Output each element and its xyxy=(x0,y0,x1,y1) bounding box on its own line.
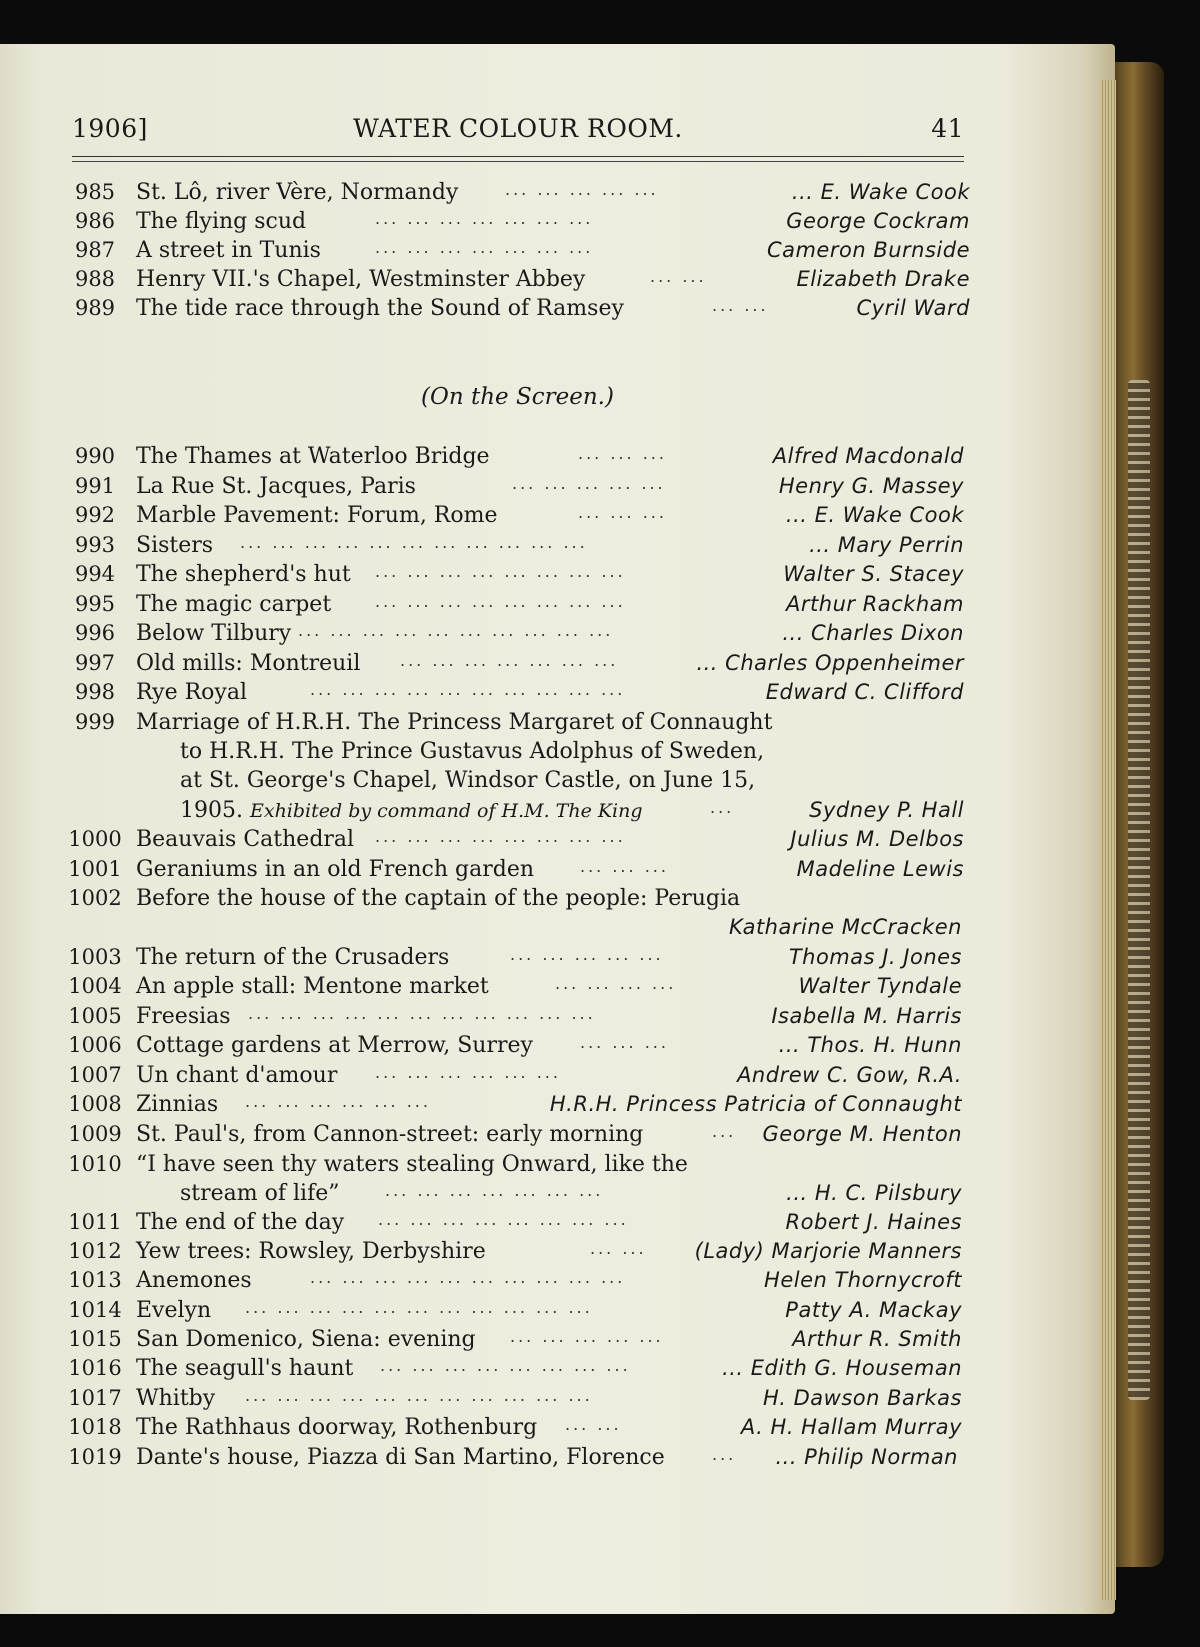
list-item: 1006 Cottage gardens at Merrow, Surrey ... ... ... ... Thos. H. Hunn xyxy=(68,1033,962,1058)
list-item: 1007 Un chant d'amour ... ... ... ... ... ... Andrew C. Gow, R.A. xyxy=(68,1063,962,1088)
list-item: 990 The Thames at Waterloo Bridge ... ... ... Alfred Macdonald xyxy=(74,444,964,469)
list-item: 1004 An apple stall: Mentone market ... ... ... ... Walter Tyndale xyxy=(68,974,962,999)
list-item: 988 Henry VII.'s Chapel, Westminster Abbey ... ... Elizabeth Drake xyxy=(74,267,970,292)
list-item: 997 Old mills: Montreuil ... ... ... ... ... ... ... ... Charles Oppenheimer xyxy=(74,651,964,676)
list-item: 1001 Geraniums in an old French garden ... ... ... Madeline Lewis xyxy=(68,857,964,882)
list-item: 996 Below Tilbury ... ... ... ... ... ... ... ... ... ... ... Charles Dixon xyxy=(74,621,964,646)
list-item: 1013 Anemones ... ... ... ... ... ... ... ... ... ... Helen Thornycroft xyxy=(68,1268,962,1293)
spine-decoration xyxy=(1128,380,1150,1400)
list-item-continuation: at St. George's Chapel, Windsor Castle, on June 15, xyxy=(180,768,756,793)
list-item: 1018 The Rathhaus doorway, Rothenburg ... ... A. H. Hallam Murray xyxy=(68,1415,962,1440)
list-item-continuation: 1905. Exhibited by command of H.M. The King ... Sydney P. Hall xyxy=(180,798,964,823)
list-item: 1002 Before the house of the captain of the people: Perugia xyxy=(68,886,741,911)
list-item: 999 Marriage of H.R.H. The Princess Margaret of Connaught xyxy=(74,710,773,735)
list-item: 1009 St. Paul's, from Cannon-street: early morning ... George M. Henton xyxy=(68,1122,962,1147)
list-item: 1019 Dante's house, Piazza di San Martino, Florence ... ... Philip Norman xyxy=(68,1445,958,1470)
list-item: 994 The shepherd's hut ... ... ... ... ... ... ... ... Walter S. Stacey xyxy=(74,562,964,587)
page-number: 41 xyxy=(931,114,964,143)
header-year: 1906] xyxy=(72,114,148,143)
list-item: 1005 Freesias ... ... ... ... ... ... ... ... ... ... ... Isabella M. Harris xyxy=(68,1004,962,1029)
header-title: WATER COLOUR ROOM. xyxy=(353,114,683,143)
list-item: 1011 The end of the day ... ... ... ... ... ... ... ... Robert J. Haines xyxy=(68,1210,962,1235)
list-item: 992 Marble Pavement: Forum, Rome ... ... ... ... E. Wake Cook xyxy=(74,503,964,528)
list-item: 1016 The seagull's haunt ... ... ... ... ... ... ... ... ... Edith G. Houseman xyxy=(68,1356,962,1381)
list-item: 1014 Evelyn ... ... ... ... ... ... ... ... ... ... ... Patty A. Mackay xyxy=(68,1298,962,1323)
list-item: 987 A street in Tunis ... ... ... ... ... ... ... Cameron Burnside xyxy=(74,238,970,263)
entry-year: 1905. xyxy=(180,798,243,823)
list-item: 1008 Zinnias ... ... ... ... ... ... H.R.H. Princess Patricia of Connaught xyxy=(68,1092,962,1117)
list-item: 1015 San Domenico, Siena: evening ... ... ... ... ... Arthur R. Smith xyxy=(68,1327,962,1352)
list-item: 1003 The return of the Crusaders ... ... ... ... ... Thomas J. Jones xyxy=(68,945,962,970)
list-item: 985 St. Lô, river Vère, Normandy ... ... ... ... ... ... E. Wake Cook xyxy=(74,180,970,205)
list-item: 1000 Beauvais Cathedral ... ... ... ... ... ... ... ... Julius M. Delbos xyxy=(68,827,964,852)
list-item: 989 The tide race through the Sound of Ramsey ... ... Cyril Ward xyxy=(74,296,970,321)
list-item: 995 The magic carpet ... ... ... ... ... ... ... ... Arthur Rackham xyxy=(74,592,964,617)
running-header xyxy=(72,114,964,150)
header-rule xyxy=(72,156,964,157)
list-item: 991 La Rue St. Jacques, Paris ... ... ... ... ... Henry G. Massey xyxy=(74,474,964,499)
exhibition-note: Exhibited by command of H.M. The King xyxy=(249,800,643,822)
section-heading: (On the Screen.) xyxy=(421,384,614,410)
list-item-continuation: to H.R.H. The Prince Gustavus Adolphus of Sweden, xyxy=(180,739,765,764)
list-item: 1010 “I have seen thy waters stealing Onward, like the xyxy=(68,1152,688,1177)
list-item: 998 Rye Royal ... ... ... ... ... ... ... ... ... ... Edward C. Clifford xyxy=(74,680,964,705)
list-item: 986 The flying scud ... ... ... ... ... ... ... George Cockram xyxy=(74,209,970,234)
list-item: 1017 Whitby ... ... ... ... ... ... ... ... ... ... ... H. Dawson Barkas xyxy=(68,1386,962,1411)
list-item-continuation: stream of life” ... ... ... ... ... ... ... ... H. C. Pilsbury xyxy=(180,1181,962,1206)
list-item: 1012 Yew trees: Rowsley, Derbyshire ... ... (Lady) Marjorie Manners xyxy=(68,1239,962,1264)
list-item: 993 Sisters ... ... ... ... ... ... ... ... ... ... ... ... Mary Perrin xyxy=(74,533,964,558)
header-rule-thin xyxy=(72,161,964,162)
list-item-continuation: Katharine McCracken xyxy=(729,915,962,939)
